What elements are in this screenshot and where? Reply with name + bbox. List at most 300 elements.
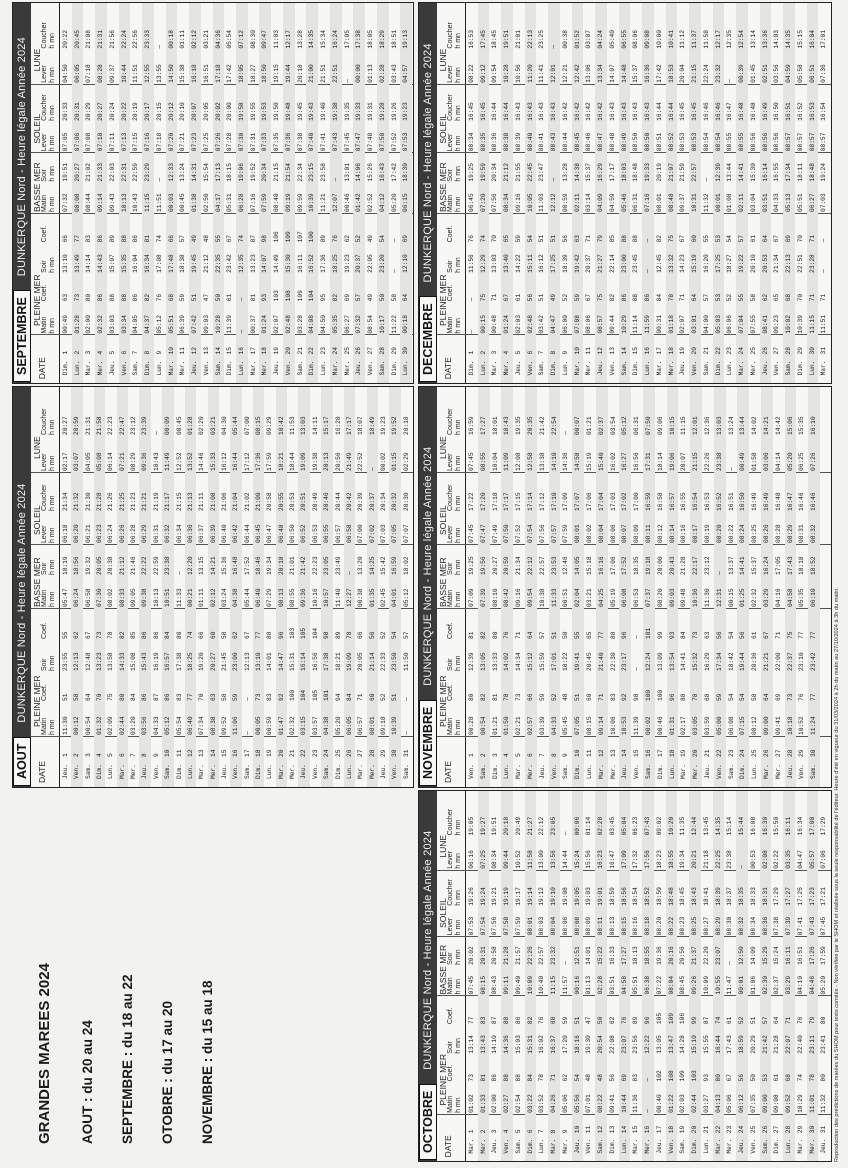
- cell-pm-coef-matin: 50: [214, 293, 222, 302]
- cell-pm-coef-matin: 54: [739, 693, 747, 701]
- cell-bm-soir: 19:24: [820, 163, 828, 182]
- cell-bm-soir: 20:16: [667, 946, 675, 965]
- cell-date: 22: [714, 1125, 722, 1134]
- cell-bm-matin: 04:38: [232, 588, 240, 607]
- cell-date: 1: [468, 753, 475, 757]
- cell-lune-coucher: 08:06: [632, 30, 640, 49]
- cell-bm-matin: 08:01: [655, 193, 663, 212]
- cell-soleil-lever: 08:56: [773, 132, 781, 152]
- cell-soleil-coucher: 21:34: [62, 492, 69, 511]
- header-hmn: h mn: [49, 719, 56, 735]
- cell-soleil-lever: 07:03: [379, 524, 387, 543]
- cell-soleil-coucher: 17:03: [609, 492, 617, 511]
- cell-pm-soir: 12:24: [645, 652, 652, 671]
- cell-date: 10: [573, 1125, 581, 1134]
- cell-pm-soir: 15:12: [527, 652, 534, 671]
- cell-pm-soir: 15:43: [141, 652, 149, 671]
- table-row: [466, 387, 478, 787]
- cell-pm-soir: 22:30: [609, 652, 617, 671]
- cell-date: 3: [84, 753, 92, 757]
- cell-pm-matin: 01:32: [96, 716, 104, 735]
- cell-lune-coucher: 07:43: [644, 816, 652, 836]
- cell-day: Ven.: [798, 764, 806, 779]
- cell-pm-coef-soir: 86: [132, 234, 140, 243]
- cell-soleil-lever: 07:54: [527, 524, 534, 543]
- cell-lune-coucher: 13:28: [296, 30, 304, 49]
- cell-soleil-lever: 07:56: [491, 916, 499, 936]
- cell-date: 23: [311, 749, 319, 757]
- header-lune-coucher: Coucher: [447, 408, 454, 435]
- cell-lune-coucher: 15:34: [320, 30, 328, 49]
- cell-pm-coef-matin: 54: [727, 693, 735, 701]
- cell-pm-soir: 20:37: [355, 254, 363, 273]
- cell-bm-soir: 20:58: [491, 946, 499, 965]
- cell-lune-coucher: 23:25: [538, 30, 546, 49]
- cell-lune-lever: 02:51: [761, 64, 769, 83]
- cell-pm-coef-matin: 82: [608, 293, 616, 302]
- cell-soleil-coucher: 16:52: [715, 492, 723, 511]
- cell-soleil-lever: 08:54: [702, 132, 710, 152]
- cell-bm-matin: 12:07: [331, 193, 339, 212]
- cell-pm-coef-soir: 67: [226, 234, 234, 243]
- cell-pm-coef-matin: 76: [155, 293, 163, 302]
- cell-date: 16: [238, 347, 245, 355]
- cell-bm-matin: 10:05: [526, 193, 534, 212]
- cell-pm-matin: 11:30: [62, 716, 69, 735]
- cell-soleil-coucher: 17:10: [550, 492, 558, 511]
- cell-pm-coef-soir: 56: [715, 631, 723, 639]
- table-row: [584, 387, 596, 787]
- cell-soleil-coucher: 19:28: [378, 102, 386, 121]
- cell-pm-coef-soir: 109: [284, 231, 292, 243]
- cell-lune-lever: 16:36: [644, 64, 652, 83]
- cell-pm-soir: 14:33: [118, 652, 126, 671]
- cell-lune-lever: 05:08: [96, 452, 104, 471]
- table-row: [230, 387, 241, 787]
- cell-lune-lever: 12:01: [550, 64, 558, 83]
- cell-day: Mar.: [738, 360, 746, 376]
- cell-soleil-coucher: 19:05: [573, 887, 581, 906]
- cell-pm-coef-matin: 81: [491, 693, 499, 701]
- cell-pm-coef-soir: 88: [632, 234, 640, 243]
- cell-soleil-coucher: 20:00: [226, 102, 234, 121]
- cell-soleil-coucher: 16:45: [679, 102, 687, 121]
- cell-pm-coef-matin: 102: [655, 1070, 663, 1082]
- cell-pm-coef-matin: 84: [130, 693, 138, 701]
- cell-bm-matin: 04:59: [608, 193, 616, 212]
- table-row: [642, 791, 654, 1161]
- cell-pm-coef-matin: 67: [726, 1074, 734, 1082]
- cell-lune-coucher: 01:11: [179, 30, 187, 49]
- cell-bm-soir: 23:38: [164, 556, 172, 575]
- cell-pm-soir: 19:22: [738, 254, 746, 273]
- cell-pm-matin: 01:28: [73, 315, 81, 334]
- table-row: [117, 387, 128, 787]
- header-bm-matin: Matin: [447, 194, 454, 212]
- cell-pm-soir: 17:01: [550, 652, 558, 671]
- cell-pm-soir: 14:07: [261, 254, 269, 273]
- header-bm-matin: Matin: [41, 589, 48, 607]
- cell-pm-soir: 11:50: [402, 652, 410, 671]
- header-soleil: SOLEIL: [32, 113, 42, 144]
- cell-lune-coucher: 01:28: [186, 416, 194, 435]
- cell-lune-lever: —: [726, 79, 734, 83]
- cell-soleil-coucher: 16:42: [573, 102, 581, 121]
- cell-pm-soir: 22:13: [785, 254, 793, 273]
- cell-pm-matin: 03:56: [141, 716, 149, 735]
- cell-pm-soir: —: [820, 269, 828, 273]
- table-row: [796, 387, 808, 787]
- cell-lune-lever: 07:26: [810, 452, 818, 471]
- cell-soleil-lever: 08:24: [739, 524, 747, 543]
- cell-pm-matin: 09:44: [608, 315, 616, 334]
- table-row: [318, 3, 330, 383]
- cell-soleil-coucher: 16:49: [763, 492, 770, 511]
- cell-pm-coef-soir: 82: [655, 234, 663, 243]
- cell-day: Jeu.: [355, 360, 363, 376]
- cell-lune-lever: 20:21: [691, 850, 699, 869]
- cell-date: 17: [656, 749, 664, 757]
- cell-lune-coucher: 08:15: [255, 416, 263, 435]
- cell-day: Dim.: [491, 764, 499, 779]
- cell-lune-coucher: 17:38: [355, 30, 363, 49]
- cell-lune-lever: 11:58: [526, 850, 534, 869]
- cell-lune-coucher: 15:06: [786, 416, 794, 435]
- cell-lune-lever: 22:26: [704, 452, 711, 471]
- table-row: [287, 387, 298, 787]
- cell-soleil-coucher: 20:29: [85, 102, 93, 121]
- header-bm-matin: Matin: [447, 977, 454, 995]
- cell-pm-matin: 07:08: [573, 315, 581, 334]
- table-row: [478, 387, 490, 787]
- table-row: [642, 3, 654, 383]
- cell-soleil-lever: 07:41: [796, 916, 804, 936]
- header-bm-soir: Soir: [447, 169, 454, 182]
- cell-day: Mar.: [763, 764, 770, 779]
- cell-soleil-lever: 06:52: [300, 524, 308, 543]
- cell-bm-soir: 14:25: [368, 556, 376, 575]
- cell-bm-soir: 19:18: [645, 556, 652, 575]
- cell-soleil-coucher: 19:53: [261, 102, 269, 121]
- cell-bm-matin: 10:36: [692, 588, 700, 607]
- cell-soleil-coucher: 20:46: [323, 492, 331, 511]
- cell-soleil-coucher: 17:27: [785, 887, 793, 906]
- header-pm-soir: Soir: [41, 260, 48, 273]
- cell-day: Sam.: [164, 764, 172, 779]
- panel-header: [13, 3, 31, 383]
- header-hmn: h mn: [455, 890, 462, 906]
- cell-pm-soir: 17:20: [561, 1035, 569, 1054]
- cell-pm-matin: 02:32: [97, 315, 105, 334]
- cell-date: 10: [573, 347, 581, 355]
- cell-pm-coef-matin: 75: [107, 693, 115, 701]
- cell-date: 18: [668, 749, 676, 757]
- cell-bm-matin: 01:08: [726, 193, 734, 212]
- cell-date: 19: [266, 749, 274, 757]
- cell-bm-soir: 12:39: [714, 163, 722, 182]
- cell-soleil-coucher: 16:42: [597, 102, 605, 121]
- cell-pm-coef-soir: 60: [209, 631, 217, 639]
- cell-pm-coef-matin: 59: [232, 693, 240, 701]
- cell-soleil-lever: 08:04: [550, 916, 558, 936]
- cell-bm-matin: 04:16: [774, 588, 782, 607]
- cell-lune-lever: 12:08: [515, 452, 523, 471]
- cell-pm-soir: 14:34: [515, 652, 523, 671]
- cell-bm-soir: 16:55: [773, 163, 781, 182]
- cell-pm-coef-soir: 75: [667, 234, 675, 243]
- cell-lune-lever: 19:44: [284, 64, 292, 83]
- cell-day: Mer.: [692, 764, 700, 779]
- cell-lune-coucher: 13:45: [702, 816, 710, 836]
- cell-pm-coef-soir: 67: [84, 631, 92, 639]
- header-hmn: h mn: [49, 495, 56, 511]
- cell-date: 9: [152, 753, 160, 757]
- cell-lune-lever: 17:42: [226, 64, 234, 83]
- cell-pm-matin: 04:33: [550, 716, 558, 735]
- cell-pm-soir: 13:49: [73, 254, 81, 273]
- cell-lune-lever: 17:12: [243, 452, 251, 471]
- cell-bm-matin: 05:20: [390, 193, 398, 212]
- table-row: [808, 387, 820, 787]
- cell-soleil-lever: 08:29: [786, 524, 794, 543]
- cell-date: 24: [738, 1125, 746, 1134]
- cell-pm-matin: 06:05: [345, 716, 353, 735]
- cell-pm-matin: 04:37: [144, 315, 152, 334]
- header-pleine-mer: PLEINE MER: [32, 274, 42, 326]
- cell-pm-coef-matin: 92: [277, 693, 285, 701]
- cell-bm-soir: 18:11: [796, 163, 804, 182]
- table-row: [185, 387, 196, 787]
- cell-day: Dim.: [226, 360, 234, 376]
- table-row: [560, 791, 572, 1161]
- cell-bm-soir: 17:52: [621, 556, 629, 575]
- header-pleine-mer: PLEINE MER: [438, 1054, 448, 1106]
- header-coef: Coef.: [447, 284, 454, 302]
- info-line-novembre: NOVEMBRE : du 15 au 18: [200, 980, 215, 1144]
- cell-date: 2: [479, 350, 487, 355]
- cell-lune-lever: 08:55: [479, 452, 487, 471]
- cell-soleil-lever: 08:53: [691, 132, 699, 152]
- table-row: [355, 387, 366, 787]
- cell-lune-lever: 15:37: [632, 64, 640, 83]
- cell-pm-matin: 01:02: [468, 1094, 475, 1113]
- cell-pm-soir: 16:52: [308, 254, 316, 273]
- cell-lune-coucher: 15:17: [323, 416, 331, 435]
- cell-pm-coef-matin: 69: [774, 693, 782, 701]
- cell-bm-matin: 05:19: [609, 588, 617, 607]
- cell-pm-soir: 14:43: [97, 254, 105, 273]
- cell-soleil-coucher: 20:31: [73, 102, 81, 121]
- cell-pm-soir: 13:09: [656, 652, 664, 671]
- cell-lune-coucher: 11:35: [679, 816, 687, 836]
- cell-bm-matin: 06:24: [73, 588, 81, 607]
- cell-pm-coef-matin: 56: [738, 1074, 746, 1082]
- cell-bm-soir: —: [155, 177, 163, 182]
- cell-lune-coucher: 06:55: [620, 30, 628, 49]
- cell-bm-soir: 15:37: [751, 556, 759, 575]
- cell-bm-soir: 20:00: [656, 556, 664, 575]
- header-soleil: SOLEIL: [438, 113, 448, 144]
- table-row: [306, 3, 318, 383]
- cell-bm-soir: 18:19: [62, 556, 69, 575]
- cell-pm-coef-soir: 55: [62, 631, 69, 639]
- cell-date: 1: [62, 753, 69, 757]
- cell-lune-lever: 05:20: [786, 452, 794, 471]
- cell-day: Mer.: [289, 764, 297, 779]
- cell-date: 23: [320, 347, 328, 355]
- cell-soleil-coucher: 20:39: [357, 492, 365, 511]
- cell-lune-lever: 00:49: [739, 452, 747, 471]
- cell-day: Mar.: [597, 764, 605, 779]
- cell-pm-coef-matin: 70: [96, 693, 104, 701]
- header-soleil-lever: Lever: [41, 133, 48, 152]
- cell-lune-lever: 06:25: [798, 452, 806, 471]
- cell-soleil-lever: 08:49: [620, 132, 628, 152]
- cell-bm-soir: 21:34: [515, 556, 523, 575]
- cell-lune-lever: 18:14: [656, 452, 664, 471]
- cell-soleil-lever: 07:16: [144, 132, 152, 152]
- cell-soleil-coucher: 19:08: [561, 887, 569, 906]
- cell-lune-coucher: 18:07: [357, 416, 365, 435]
- header-lune: LUNE: [32, 48, 42, 72]
- cell-lune-lever: 23:38: [726, 850, 734, 869]
- cell-lune-coucher: —: [561, 831, 569, 836]
- cell-pm-soir: 18:25: [186, 652, 194, 671]
- cell-lune-coucher: 21:42: [538, 416, 546, 435]
- table-row: [213, 3, 225, 383]
- cell-pm-matin: 03:34: [120, 315, 128, 334]
- cell-pm-soir: —: [644, 269, 652, 273]
- cell-pm-matin: 05:45: [562, 716, 570, 735]
- cell-day: Ven.: [667, 1138, 675, 1154]
- cell-soleil-coucher: 19:10: [550, 887, 558, 906]
- cell-day: Dim.: [308, 360, 316, 376]
- cell-day: Lun.: [620, 1138, 628, 1154]
- cell-bm-matin: 10:13: [120, 193, 128, 212]
- table-row: [151, 387, 162, 787]
- cell-lune-lever: 12:52: [175, 452, 183, 471]
- table-row: [264, 387, 275, 787]
- cell-pm-coef-soir: 106: [273, 231, 281, 243]
- cell-soleil-coucher: 20:27: [97, 102, 105, 121]
- cell-date: 5: [515, 753, 523, 757]
- cell-day: Jeu.: [514, 360, 522, 376]
- cell-pm-soir: 22:08: [608, 1035, 616, 1054]
- table-row: [807, 791, 819, 1161]
- cell-lune-coucher: 22:54: [550, 416, 558, 435]
- table-row: [242, 387, 253, 787]
- table-row: [389, 387, 400, 787]
- cell-pm-coef-matin: 52: [726, 293, 734, 302]
- cell-soleil-coucher: 21:04: [232, 492, 240, 511]
- cell-lune-coucher: 20:18: [503, 816, 511, 836]
- cell-date: 8: [141, 753, 149, 757]
- cell-bm-matin: 04:33: [773, 193, 781, 212]
- cell-lune-coucher: 21:31: [97, 30, 105, 49]
- cell-bm-soir: 20:02: [468, 946, 475, 965]
- cell-pm-matin: 08:54: [367, 315, 375, 334]
- cell-lune-lever: 20:04: [679, 64, 687, 83]
- cell-pm-coef-soir: 52: [355, 234, 363, 243]
- cell-day: Lun.: [726, 360, 734, 376]
- cell-day: Dim.: [773, 1138, 781, 1154]
- table-row: [773, 387, 785, 787]
- cell-pm-coef-soir: 65: [586, 631, 593, 639]
- cell-bm-matin: 09:59: [296, 193, 304, 212]
- cell-day: Mer.: [774, 764, 782, 779]
- cell-pm-coef-matin: 51: [62, 693, 69, 701]
- cell-lune-coucher: 20:18: [402, 416, 410, 435]
- cell-soleil-coucher: 20:53: [289, 492, 297, 511]
- tide-rows: [466, 3, 831, 383]
- cell-soleil-lever: 07:45: [468, 524, 475, 543]
- cell-lune-coucher: 05:12: [621, 416, 629, 435]
- cell-date: 25: [749, 347, 757, 355]
- cell-bm-matin: 05:46: [620, 193, 628, 212]
- table-row: [749, 387, 761, 787]
- cell-pm-coef-soir: 56: [739, 631, 747, 639]
- cell-pm-matin: —: [243, 731, 251, 735]
- cell-pm-coef-matin: 51: [191, 293, 199, 302]
- cell-bm-soir: 12:46: [562, 556, 570, 575]
- cell-day: Ven.: [120, 360, 128, 376]
- cell-pm-matin: 02:17: [680, 716, 688, 735]
- cell-pm-coef-soir: 88: [503, 1016, 511, 1025]
- cell-date: 4: [97, 350, 105, 355]
- cell-date: 29: [798, 749, 806, 757]
- cell-lune-coucher: 00:45: [175, 416, 183, 435]
- cell-date: 20: [692, 749, 700, 757]
- cell-pm-coef-matin: 86: [141, 693, 149, 701]
- cell-bm-matin: 00:21: [186, 588, 194, 607]
- cell-pm-coef-matin: 71: [679, 293, 687, 302]
- table-row: [389, 3, 401, 383]
- cell-soleil-coucher: 19:43: [308, 102, 316, 121]
- cell-pm-matin: 07:34: [198, 716, 206, 735]
- cell-bm-soir: 21:28: [503, 946, 511, 965]
- cell-pm-coef-matin: 82: [331, 293, 339, 302]
- cell-day: Dim.: [390, 360, 398, 376]
- cell-lune-lever: 07:21: [118, 452, 126, 471]
- cell-soleil-coucher: 21:26: [107, 492, 115, 511]
- cell-pm-soir: 14:36: [503, 1035, 511, 1054]
- cell-soleil-lever: 07:58: [503, 916, 511, 936]
- cell-soleil-coucher: 17:07: [574, 492, 582, 511]
- cell-lune-coucher: 23:05: [550, 816, 558, 836]
- cell-date: 8: [144, 350, 152, 355]
- cell-pm-matin: 00:54: [479, 716, 487, 735]
- header-hmn: h mn: [49, 67, 56, 83]
- header-hmn: h mn: [49, 196, 56, 212]
- table-row: [655, 387, 667, 787]
- cell-soleil-coucher: 16:43: [608, 102, 616, 121]
- cell-lune-lever: 04:47: [796, 850, 804, 869]
- cell-soleil-lever: 06:47: [266, 524, 274, 543]
- cell-date: 15: [220, 749, 228, 757]
- cell-pm-coef-soir: 59: [514, 234, 522, 243]
- cell-pm-coef-soir: 61: [751, 631, 759, 639]
- cell-day: Lun.: [644, 360, 652, 376]
- cell-pm-matin: 02:44: [118, 716, 126, 735]
- cell-pm-soir: 20:37: [585, 254, 593, 273]
- cell-day: Dim.: [691, 1138, 699, 1154]
- column-headers: [437, 3, 466, 383]
- cell-pm-coef-matin: 103: [273, 290, 281, 302]
- cell-soleil-lever: 07:57: [550, 524, 558, 543]
- cell-bm-matin: 08:08: [73, 193, 81, 212]
- table-row: [536, 3, 548, 383]
- cell-pm-soir: 22:40: [796, 1035, 804, 1054]
